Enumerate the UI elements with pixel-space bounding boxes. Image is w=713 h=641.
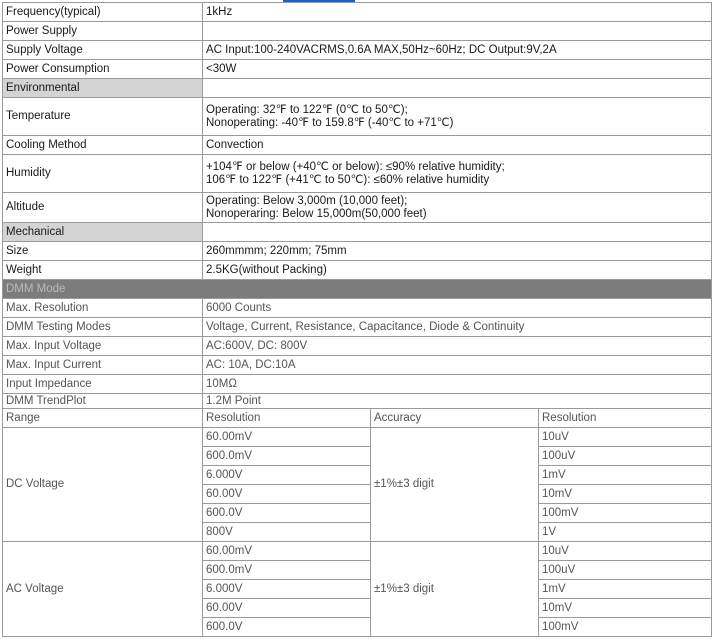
table-row	[3, 193, 712, 223]
range-cell: 60.00mV	[203, 428, 371, 447]
range-cell: 600.0mV	[203, 447, 371, 466]
resolution-cell: 100mV	[539, 504, 712, 523]
section-header-blank	[203, 223, 712, 242]
resolution-cell: 10mV	[539, 599, 712, 618]
table-row	[3, 428, 712, 447]
dc-voltage-label: DC Voltage	[3, 428, 203, 542]
spec-table	[2, 2, 712, 637]
range-cell: 600.0mV	[203, 561, 371, 580]
altitude-line-1: Operating: Below 3,000m (10,000 feet);	[206, 194, 408, 207]
header-resolution: Resolution	[203, 409, 371, 428]
table-row	[3, 136, 712, 155]
table-row	[3, 318, 712, 337]
table-row	[3, 242, 712, 261]
dc-accuracy: ±1%±3 digit	[371, 428, 539, 542]
row-label: Temperature	[3, 98, 203, 136]
section-header-row	[3, 79, 712, 98]
row-value: AC Input:100-240VACRMS,0.6A MAX,50Hz~60Hz; DC Output:9V,2A	[203, 41, 712, 60]
resolution-cell: 10uV	[539, 428, 712, 447]
header-range: Range	[3, 409, 203, 428]
row-label: Altitude	[3, 193, 203, 223]
row-value: Convection	[203, 136, 712, 155]
resolution-cell: 100mV	[539, 618, 712, 637]
resolution-cell: 100uV	[539, 561, 712, 580]
row-value	[203, 98, 712, 136]
row-value: 260mmmm; 220mm; 75mm	[203, 242, 712, 261]
table-row	[3, 98, 712, 136]
row-value	[203, 22, 712, 41]
row-label: Power Supply	[3, 22, 203, 41]
table-row	[3, 337, 712, 356]
row-value: 6000 Counts	[203, 299, 712, 318]
row-value: AC: 10A, DC:10A	[203, 356, 712, 375]
row-label: Input Impedance	[3, 375, 203, 394]
range-cell: 800V	[203, 523, 371, 542]
table-row	[3, 3, 712, 22]
row-value	[203, 155, 712, 193]
resolution-cell: 10mV	[539, 485, 712, 504]
section-header-blank	[203, 79, 712, 98]
row-label: Size	[3, 242, 203, 261]
row-label: Supply Voltage	[3, 41, 203, 60]
resolution-cell: 100uV	[539, 447, 712, 466]
row-label: Weight	[3, 261, 203, 280]
table-row	[3, 299, 712, 318]
row-label: Max. Resolution	[3, 299, 203, 318]
table-row	[3, 22, 712, 41]
table-row	[3, 375, 712, 394]
header-resolution-2: Resolution	[539, 409, 712, 428]
range-cell: 600.0V	[203, 618, 371, 637]
row-label: Cooling Method	[3, 136, 203, 155]
section-header-row	[3, 223, 712, 242]
range-cell: 600.0V	[203, 504, 371, 523]
row-label: Max. Input Current	[3, 356, 203, 375]
section-title-environmental: Environmental	[3, 79, 203, 98]
table-row	[3, 60, 712, 79]
row-value	[203, 193, 712, 223]
range-cell: 60.00V	[203, 599, 371, 618]
section-header-row	[3, 280, 712, 299]
table-row	[3, 155, 712, 193]
row-value: 10MΩ	[203, 375, 712, 394]
section-title-dmm-mode: DMM Mode	[3, 280, 712, 299]
row-label: Max. Input Voltage	[3, 337, 203, 356]
section-title-mechanical: Mechanical	[3, 223, 203, 242]
resolution-cell: 1V	[539, 523, 712, 542]
row-label: Humidity	[3, 155, 203, 193]
row-value: AC:600V, DC: 800V	[203, 337, 712, 356]
row-label: Frequency(typical)	[3, 3, 203, 22]
row-value: 2.5KG(without Packing)	[203, 261, 712, 280]
table-row	[3, 542, 712, 561]
row-value: <30W	[203, 60, 712, 79]
humidity-line-1: +104℉ or below (+40℃ or below): ≤90% relative humidity;	[206, 160, 505, 173]
range-header-row	[3, 409, 712, 428]
resolution-cell: 10uV	[539, 542, 712, 561]
resolution-cell: 1mV	[539, 466, 712, 485]
header-accuracy: Accuracy	[371, 409, 539, 428]
row-value: 1kHz	[203, 3, 712, 22]
table-row	[3, 41, 712, 60]
temperature-line-1: Operating: 32℉ to 122℉ (0℃ to 50℃);	[206, 103, 408, 116]
ac-voltage-label: AC Voltage	[3, 542, 203, 637]
table-row	[3, 394, 712, 409]
temperature-line-2: Nonoperating: -40℉ to 159.8℉ (-40℃ to +71℃)	[206, 116, 454, 129]
row-value: Voltage, Current, Resistance, Capacitance, Diode & Continuity	[203, 318, 712, 337]
range-cell: 60.00mV	[203, 542, 371, 561]
resolution-cell: 1mV	[539, 580, 712, 599]
ac-accuracy: ±1%±3 digit	[371, 542, 539, 637]
row-value: 1.2M Point	[203, 394, 712, 409]
range-cell: 6.000V	[203, 466, 371, 485]
range-cell: 6.000V	[203, 580, 371, 599]
altitude-line-2: Nonoperaring: Below 15,000m(50,000 feet)	[206, 207, 427, 220]
row-label: DMM TrendPlot	[3, 394, 203, 409]
table-row	[3, 356, 712, 375]
row-label: Power Consumption	[3, 60, 203, 79]
range-cell: 60.00V	[203, 485, 371, 504]
humidity-line-2: 106℉ to 122℉ (+41℃ to 50℃): ≤60% relative humidity	[206, 173, 490, 186]
row-label: DMM Testing Modes	[3, 318, 203, 337]
table-row	[3, 261, 712, 280]
